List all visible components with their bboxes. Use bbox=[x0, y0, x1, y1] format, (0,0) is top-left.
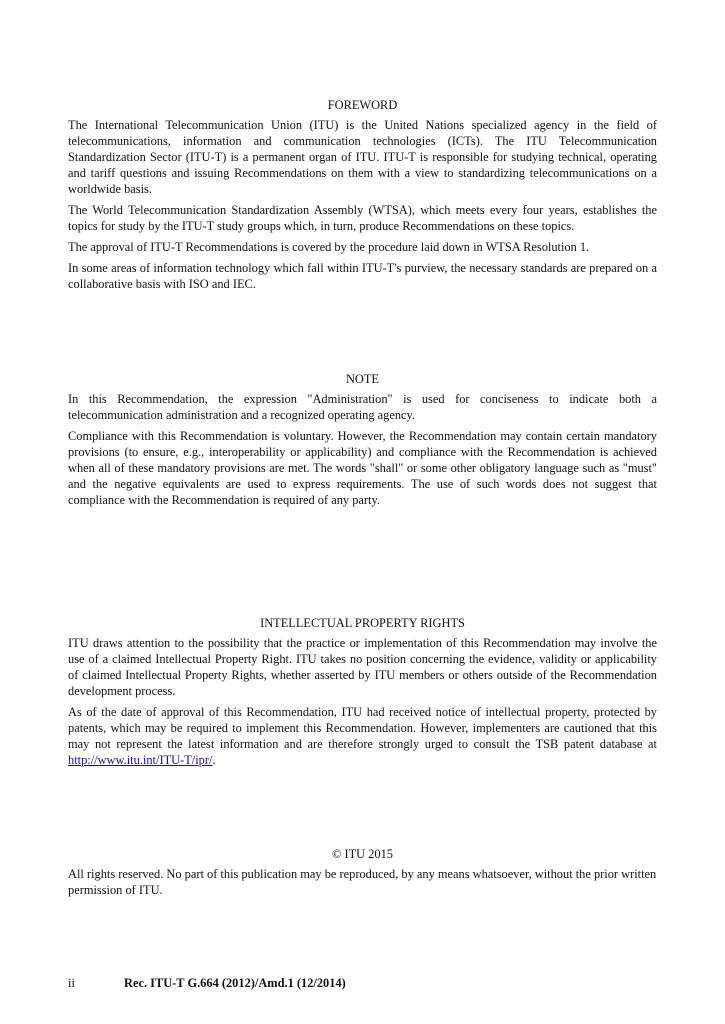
foreword-heading: FOREWORD bbox=[327, 98, 398, 112]
note-paragraph: Compliance with this Recommendation is voluntary. However, the Recommendation may contain certain mandatory provisions (to ensure, e.g., interoperability or applicability) and compliance with the Recommendation is achieved when all of these mandatory provisions are met. The words "shall" or some other obligatory language such as "must" and the negative equivalents are used to express requirements. The use of such words does not suggest that compliance with the Recommendation is required of any party. bbox=[68, 429, 657, 507]
foreword-paragraph: The International Telecommunication Union (ITU) is the United Nations specialized agency in the field of telecommunications, information and communication technologies (ICTs). The ITU Telecommunication Standardization Sector (ITU-T) is a permanent organ of ITU. ITU-T is responsible for studying technical, operating and tariff questions and issuing Recommendations on them with a view to standardizing telecommunications on a worldwide basis. bbox=[68, 118, 657, 196]
note-paragraph: In this Recommendation, the expression "Administration" is used for conciseness to indicate both a telecommunication administration and a recognized operating agency. bbox=[68, 392, 657, 422]
patent-database-link[interactable]: http://www.itu.int/ITU-T/ipr/ bbox=[68, 753, 213, 767]
ipr-section bbox=[68, 615, 657, 773]
ipr-paragraph: ITU draws attention to the possibility that the practice or implementation of this Recommendation may involve the use of a claimed Intellectual Property Right. ITU takes no position concerning the evidence, validity or applicability of claimed Intellectual Property Rights, whether asserted by ITU members or others outside of the Recommendation development process. bbox=[68, 636, 657, 698]
recommendation-reference: Rec. ITU-T G.664 (2012)/Amd.1 (12/2014) bbox=[124, 976, 346, 990]
page-footer bbox=[68, 975, 346, 991]
foreword-paragraph: The World Telecommunication Standardization Assembly (WTSA), which meets every four years, establishes the topics for study by the ITU-T study groups which, in turn, produce Recommendations on these topics. bbox=[68, 203, 657, 233]
ipr-paragraph-end: . bbox=[212, 753, 216, 767]
ipr-paragraph-text: As of the date of approval of this Recommendation, ITU had received notice of intellectual property, protected by patents, which may be required to implement this Recommendation. However, implementers are cautioned that this may not represent the latest information and are therefore strongly urged to consult the TSB patent database at bbox=[68, 705, 657, 751]
ipr-paragraph-patents bbox=[68, 704, 657, 768]
copyright-section bbox=[68, 846, 657, 903]
foreword-paragraph: The approval of ITU-T Recommendations is covered by the procedure laid down in WTSA Resolution 1. bbox=[68, 240, 590, 254]
note-section bbox=[68, 371, 657, 513]
foreword-paragraph: In some areas of information technology which fall within ITU-T's purview, the necessary standards are prepared on a collaborative basis with ISO and IEC. bbox=[68, 261, 657, 291]
copyright-paragraph: All rights reserved. No part of this publication may be reproduced, by any means whatsoever, without the prior written permission of ITU. bbox=[68, 867, 657, 897]
note-heading: NOTE bbox=[345, 372, 380, 386]
page-number: ii bbox=[68, 976, 75, 990]
ipr-heading: INTELLECTUAL PROPERTY RIGHTS bbox=[260, 616, 465, 630]
foreword-section bbox=[68, 97, 657, 297]
copyright-heading: © ITU 2015 bbox=[331, 847, 394, 861]
